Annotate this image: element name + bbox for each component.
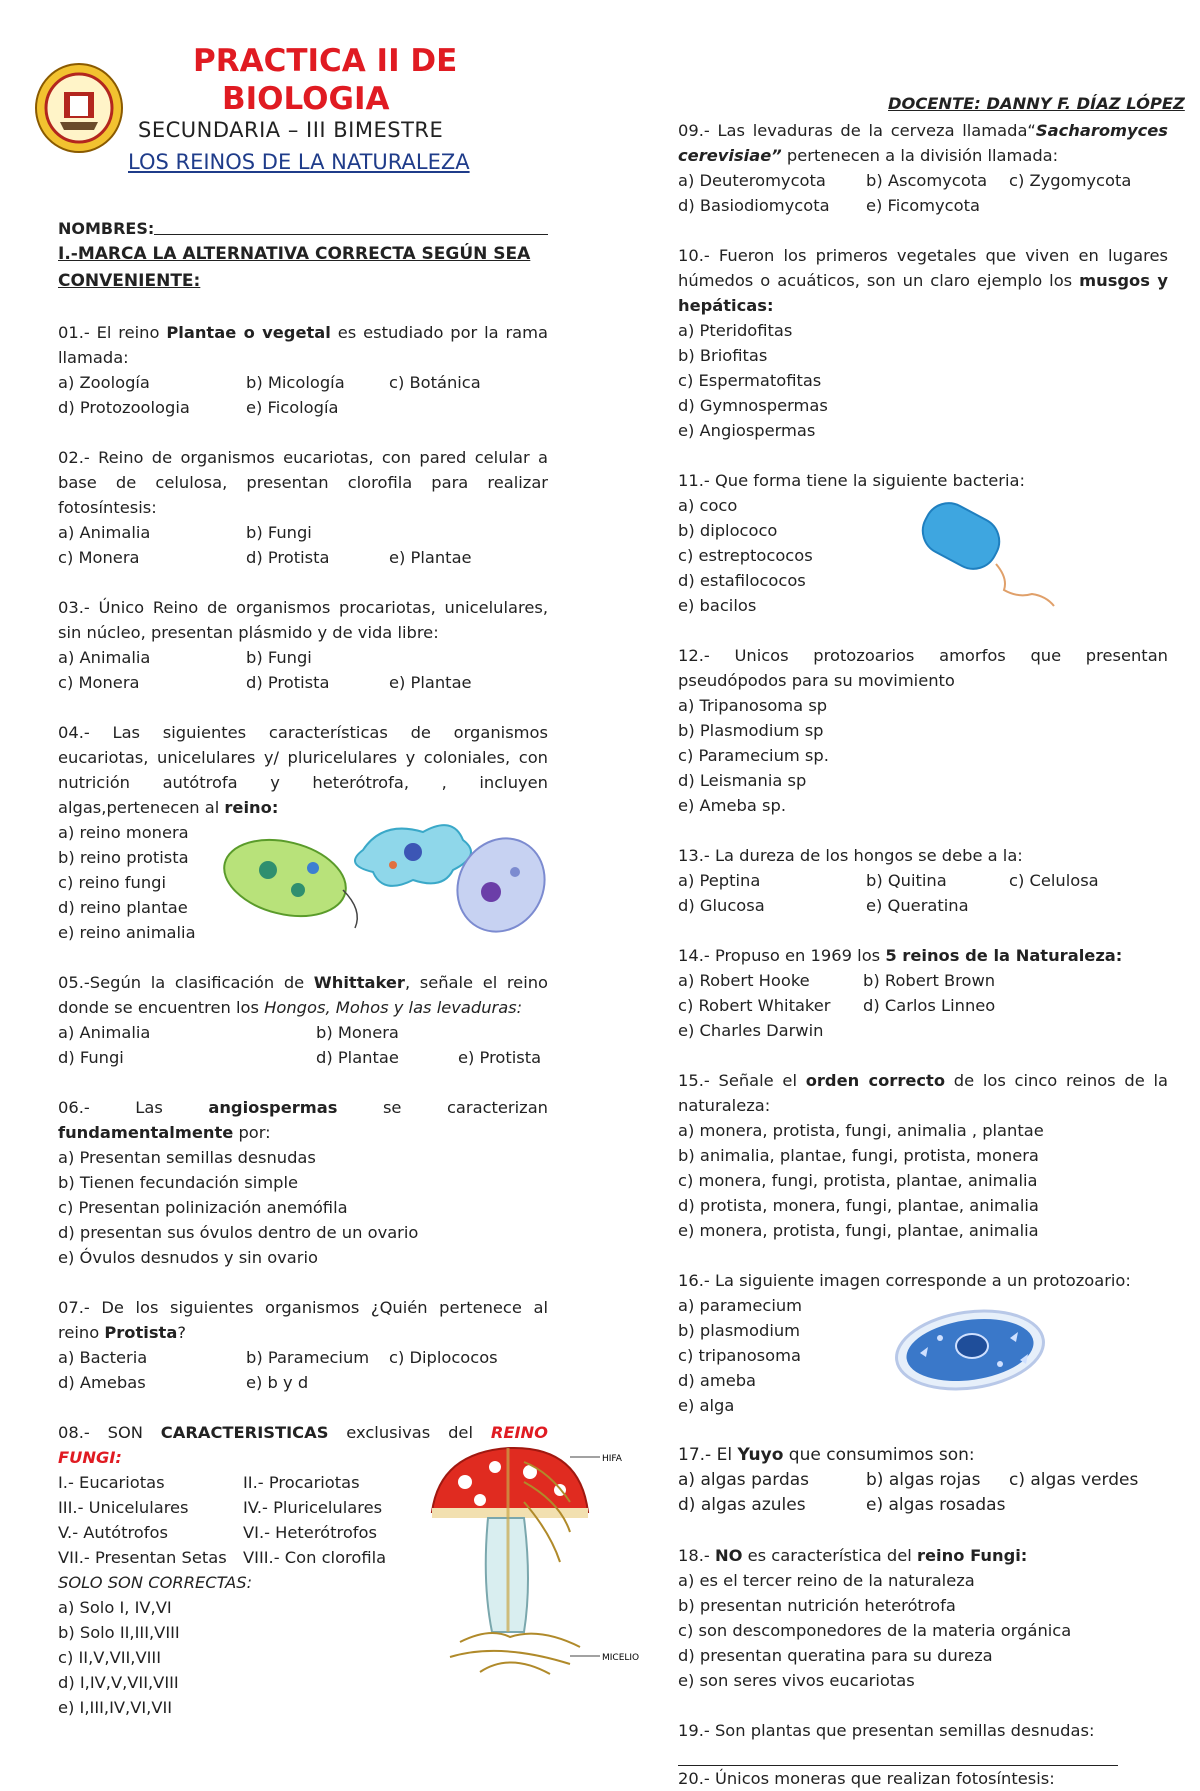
option[interactable]: d) Amebas [58,1373,146,1392]
option[interactable]: b) presentan nutrición heterótrofa [678,1596,956,1615]
option[interactable]: b) reino protista [58,848,189,867]
option[interactable]: a) Solo I, IV,VI [58,1598,172,1617]
option[interactable]: c) Diplococos [389,1348,498,1367]
question-10: 10.- Fueron los primeros vegetales que viven en lugares húmedos o acuáticos, son un claro ejemplo los musgos y hepáticas: a) Pteridofitas b) Briofitas c) Espermatofitas d) Gymnospermas e) Angiospermas [678,243,1168,443]
question-19: 19.- Son plantas que presentan semillas desnudas: [678,1718,1168,1766]
option[interactable]: b) Briofitas [678,346,768,365]
subtitle: SECUNDARIA – III BIMESTRE [138,118,444,142]
option[interactable]: b) Paramecium [246,1348,370,1367]
option[interactable]: b) animalia, plantae, fungi, protista, monera [678,1146,1039,1165]
left-column [58,216,640,1745]
option[interactable]: b) diplococo [678,521,778,540]
page-title: PRACTICA II DE [193,43,458,79]
item: III.- Unicelulares [58,1498,189,1517]
option[interactable]: e) Charles Darwin [678,1021,824,1040]
option[interactable]: c) Monera [58,673,140,692]
option[interactable]: b) algas rojas [866,1470,981,1490]
teacher-name: DOCENTE: DANNY F. DÍAZ LÓPEZ [888,94,1185,113]
question-17: 17.- El Yuyo que consumimos son: a) algas pardas b) algas rojas c) algas verdes d) algas azules e) algas rosadas [678,1443,1168,1518]
option[interactable]: a) Animalia [58,1023,151,1042]
option[interactable]: d) estafilococos [678,571,806,590]
option[interactable]: a) monera, protista, fungi, animalia , plantae [678,1121,1044,1140]
item: VII.- Presentan Setas [58,1548,227,1567]
option[interactable]: b) plasmodium [678,1321,801,1340]
option[interactable]: a) reino monera [58,823,189,842]
option[interactable]: c) reino fungi [58,873,167,892]
option[interactable]: a) Deuteromycota [678,171,826,190]
question-02: 02.- Reino de organismos eucariotas, con pared celular a base de celulosa, presentan clorofila para realizar fotosíntesis: a) Animalia b) Fungi c) Monera d) Protista e) Plantae [58,445,548,570]
question-09: 09.- Las levaduras de la cerveza llamada“Sacharomyces cerevisiae” pertenecen a la división llamada: a) Deuteromycota b) Ascomycota c) Zygomycota d) Basiodiomycota e) Ficomycota [678,118,1168,218]
option-empty [458,1020,538,1045]
option[interactable]: e) Angiospermas [678,421,816,440]
page-title-line2: BIOLOGIA [222,81,390,117]
micelio-label: MICELIO [602,1653,640,1663]
question-11: 11.- Que forma tiene la siguiente bacteria: a) coco b) diplococo c) estreptococos d) estafilococos e) bacilos [678,468,1168,618]
option[interactable]: e) alga [678,1396,735,1415]
question-14: 14.- Propuso en 1969 los 5 reinos de la Naturaleza: a) Robert Hooke b) Robert Brown c) Robert Whitaker d) Carlos Linneo e) Charles Darwin [678,943,1168,1043]
names-row [58,216,548,241]
option[interactable]: c) II,V,VII,VIII [58,1648,162,1667]
item: V.- Autótrofos [58,1523,168,1542]
question-05: 05.-Según la clasificación de Whittaker, señale el reino donde se encuentren los Hongos, Mohos y las levaduras: a) Animalia b) Monera d) Fungi d) Plantae e) Protista [58,970,548,1070]
question-04: 04.- Las siguientes características de organismos eucariotas, unicelulares y/ pluricelulares y coloniales, con nutrición autótrofa y heterótrofa, , incluyen algas,pertenecen al reino: a) reino monera b) reino protista c) reino fungi d) reino plantae e) reino animalia [58,720,548,945]
option[interactable]: a) Zoología [58,373,150,392]
option[interactable]: b) Fungi [246,523,312,542]
option[interactable]: e) son seres vivos eucariotas [678,1671,915,1690]
option[interactable]: d) Gymnospermas [678,396,828,415]
option[interactable]: b) Micología [246,373,345,392]
option[interactable]: e) Plantae [389,673,472,692]
question-15: 15.- Señale el orden correcto de los cinco reinos de la naturaleza: a) monera, protista, fungi, animalia , plantae b) animalia, plantae, fungi, protista, monera c) monera, fungi, protista, plantae, animalia d) protista, monera, fungi, plantae, animalia e) monera, protista, fungi, plantae, animalia [678,1068,1168,1243]
option[interactable]: e) reino animalia [58,923,196,942]
option[interactable]: a) Peptina [678,871,761,890]
option[interactable]: d) Leismania sp [678,771,807,790]
option[interactable]: c) Espermatofitas [678,371,822,390]
option[interactable]: a) Pteridofitas [678,321,793,340]
option[interactable]: b) Fungi [246,648,312,667]
option[interactable]: e) I,III,IV,VI,VII [58,1698,173,1717]
option-empty [389,520,539,545]
item: VIII.- Con clorofila [243,1548,387,1567]
option[interactable]: e) monera, protista, fungi, plantae, animalia [678,1221,1039,1240]
option[interactable]: c) Zygomycota [1009,171,1132,190]
option[interactable]: d) Protista [246,673,330,692]
bacteria-illustration [908,498,1068,608]
option[interactable]: d) Glucosa [678,896,765,915]
paramecium-illustration [890,1298,1050,1403]
question-13: 13.- La dureza de los hongos se debe a la: a) Peptina b) Quitina c) Celulosa d) Glucosa e) Queratina [678,843,1168,918]
option[interactable]: b) Solo II,III,VIII [58,1623,180,1642]
option[interactable]: d) algas azules [678,1495,806,1515]
option[interactable]: e) Ameba sp. [678,796,787,815]
option[interactable]: b) Quitina [866,871,947,890]
option[interactable]: c) Monera [58,548,140,567]
option[interactable]: b) Ascomycota [866,171,988,190]
option[interactable]: d) ameba [678,1371,757,1390]
topic-title: LOS REINOS DE LA NATURALEZA [128,150,470,174]
option[interactable]: d) Carlos Linneo [863,996,996,1015]
option[interactable]: c) tripanosoma [678,1346,801,1365]
option[interactable]: b) Tienen fecundación simple [58,1173,298,1192]
option[interactable]: a) Tripanosoma sp [678,696,828,715]
question-01: 01.- El reino Plantae o vegetal es estudiado por la rama llamada: a) Zoología b) Micología c) Botánica d) Protozoologia e) Ficología [58,320,548,420]
item: I.- Eucariotas [58,1473,165,1492]
option[interactable]: d) Fungi [58,1048,124,1067]
instruction: I.-MARCA LA ALTERNATIVA CORRECTA SEGÚN SEA CONVENIENTE: [58,244,531,291]
option[interactable]: d) I,IV,V,VII,VIII [58,1673,179,1692]
option[interactable]: d) Protista [246,548,330,567]
option[interactable]: a) Bacteria [58,1348,148,1367]
option[interactable]: e) Ficología [246,398,339,417]
question-12: 12.- Unicos protozoarios amorfos que presentan pseudópodos para su movimiento a) Tripanosoma sp b) Plasmodium sp c) Paramecium sp. d) Leismania sp e) Ameba sp. [678,643,1168,818]
note: SOLO SON CORRECTAS: [58,1573,253,1592]
item: II.- Procariotas [243,1473,360,1492]
option-empty [389,645,539,670]
option[interactable]: c) son descomponedores de la materia orgánica [678,1621,1072,1640]
option[interactable]: a) es el tercer reino de la naturaleza [678,1571,975,1590]
option[interactable]: a) paramecium [678,1296,803,1315]
option[interactable]: e) b y d [246,1373,309,1392]
option[interactable]: c) Paramecium sp. [678,746,829,765]
option[interactable]: e) Queratina [866,896,969,915]
option[interactable]: b) Plasmodium sp [678,721,824,740]
option[interactable]: c) monera, fungi, protista, plantae, animalia [678,1171,1038,1190]
option[interactable]: e) Ficomycota [866,196,980,215]
item: VI.- Heterótrofos [243,1523,377,1542]
option[interactable]: c) Robert Whitaker [678,996,831,1015]
mushroom-illustration [420,1442,660,1678]
option[interactable]: a) Animalia [58,523,151,542]
question-18: 18.- NO es característica del reino Fungi: a) es el tercer reino de la naturaleza b) presentan nutrición heterótrofa c) son descomponedores de la materia orgánica d) presentan queratina para su dureza e) son seres vivos eucariotas [678,1543,1168,1693]
school-seal [34,62,124,154]
question-03: 03.- Único Reino de organismos procariotas, unicelulares, sin núcleo, presentan plásmido y de vida libre: a) Animalia b) Fungi c) Monera d) Protista e) Plantae [58,595,548,695]
protists-illustration [223,810,553,938]
question-16: 16.- La siguiente imagen corresponde a un protozoario: a) paramecium b) plasmodium c) tripanosoma d) ameba e) alga [678,1268,1168,1418]
option[interactable]: e) Óvulos desnudos y sin ovario [58,1248,318,1267]
item: IV.- Pluricelulares [243,1498,383,1517]
option[interactable]: d) Basiodiomycota [678,196,830,215]
question-08: 08.- SON CARACTERISTICAS exclusivas del REINO FUNGI: I.- Eucariotas II.- Procariotas III.- Unicelulares IV.- Pluricelulares V.- Autótrofos VI.- Heterótrofos VII.- Presentan Setas VIII.- Con clorofila SOLO SON CORRECTAS: a) Solo I, IV,VI b) Solo II,III,VIII c) II,V,VII,VIII d) I,IV,V,VII,VIII e) I,III,IV,VI,VII HIFA MICELIO [58,1420,548,1720]
names-label: NOMBRES: [58,219,155,238]
option[interactable]: b) Monera [316,1023,399,1042]
option[interactable]: c) estreptococos [678,546,813,565]
option[interactable]: a) coco [678,496,738,515]
hifa-label: HIFA [602,1454,622,1464]
option[interactable]: c) algas verdes [1009,1470,1139,1490]
option[interactable]: d) protista, monera, fungi, plantae, animalia [678,1196,1039,1215]
question-06: 06.- Las angiospermas se caracterizan fundamentalmente por: a) Presentan semillas desnudas b) Tienen fecundación simple c) Presentan polinización anemófila d) presentan sus óvulos dentro de un ovario e) Óvulos desnudos y sin ovario [58,1095,548,1270]
option[interactable]: d) Plantae [316,1048,399,1067]
answer-line-19[interactable] [678,1743,1118,1766]
option[interactable]: c) Botánica [389,373,481,392]
option[interactable]: e) algas rosadas [866,1495,1006,1515]
option[interactable]: e) Plantae [389,548,472,567]
option[interactable]: e) Protista [458,1048,542,1067]
option[interactable]: c) Presentan polinización anemófila [58,1198,348,1217]
option[interactable]: e) bacilos [678,596,757,615]
right-column [678,118,1168,1791]
option[interactable]: a) Animalia [58,648,151,667]
option[interactable]: a) Presentan semillas desnudas [58,1148,316,1167]
question-07: 07.- De los siguientes organismos ¿Quién pertenece al reino Protista? a) Bacteria b) Paramecium c) Diplococos d) Amebas e) b y d [58,1295,548,1395]
option[interactable]: a) Robert Hooke [678,971,810,990]
option[interactable]: d) presentan queratina para su dureza [678,1646,993,1665]
option[interactable]: c) Celulosa [1009,871,1099,890]
option[interactable]: d) presentan sus óvulos dentro de un ovario [58,1223,419,1242]
option[interactable]: b) Robert Brown [863,971,996,990]
names-blank[interactable] [154,216,548,235]
option[interactable]: d) Protozoologia [58,398,190,417]
option[interactable]: a) algas pardas [678,1470,810,1490]
option[interactable]: d) reino plantae [58,898,188,917]
question-20: 20.- Únicos moneras que realizan fotosíntesis: [678,1769,1055,1788]
